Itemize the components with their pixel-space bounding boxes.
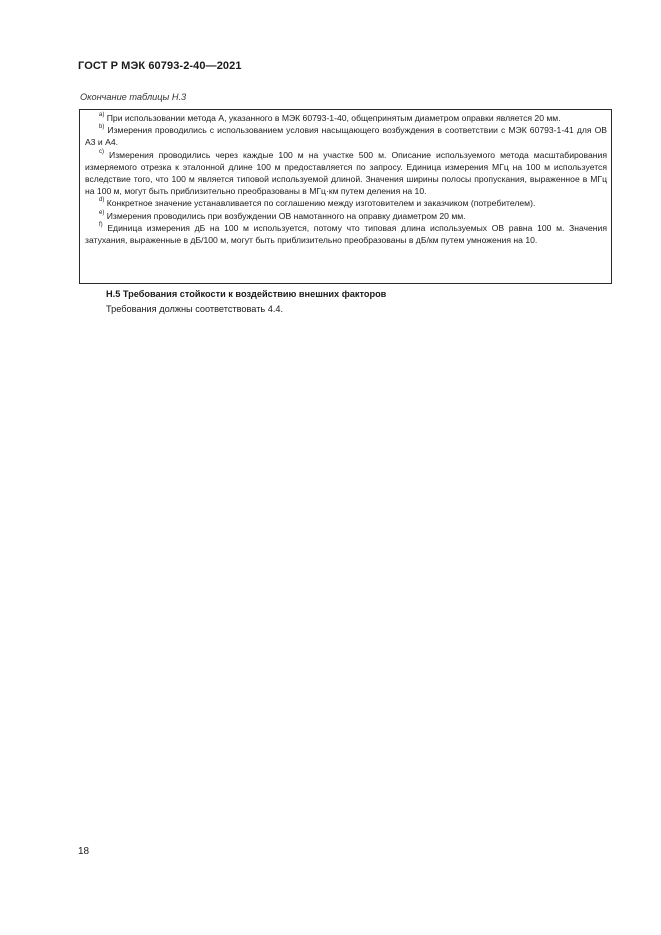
footnote-text: Измерения проводились при возбуждении ОВ намотанного на оправку диаметром 20 мм. <box>106 210 466 221</box>
footnote-d <box>85 197 607 209</box>
footnote-a <box>85 112 607 124</box>
footnote-text: Измерения проводились через каждые 100 м на участке 500 м. Описание используемого метода масштабирования измеряемого отрезка к эталонной длине 100 м предоставляется по запросу. Единица измерения МГц на 100 м используется вследствие того, что 100 м является типовой используемой длиной. Значения ширины полосы пропускания, выраженное в МГц на 100 м, могут быть приблизительно преобразованы в МГц·км путем деления на 10. <box>85 149 608 197</box>
section-text: Требования должны соответствовать 4.4. <box>106 304 284 314</box>
document-header: ГОСТ Р МЭК 60793-2-40—2021 <box>78 60 242 72</box>
footnote-c <box>85 149 607 198</box>
footnote-mark: a) <box>99 112 105 118</box>
footnote-text: Измерения проводились с использованием условия насыщающего возбуждения в соответствии с МЭК 60793-1-41 для ОВ А3 и А4. <box>85 125 607 148</box>
footnote-e <box>85 210 607 222</box>
footnote-f <box>85 222 607 246</box>
footnote-mark: b) <box>99 124 105 131</box>
footnote-mark: e) <box>99 209 105 216</box>
table-footnotes-box <box>79 109 612 284</box>
footnote-mark: f) <box>99 221 103 228</box>
footnote-b <box>85 124 607 148</box>
section-title: Н.5 Требования стойкости к воздействию внешних факторов <box>106 289 387 299</box>
page-number: 18 <box>78 846 90 857</box>
footnote-text: Конкретное значение устанавливается по соглашению между изготовителем и заказчиком (потребителем). <box>106 198 536 209</box>
footnote-text: При использовании метода А, указанного в МЭК 60793-1-40, общепринятым диаметром оправки является 20 мм. <box>106 113 561 123</box>
footnote-mark: d) <box>99 197 105 204</box>
table-caption: Окончание таблицы Н.3 <box>80 92 187 102</box>
footnote-text: Единица измерения дБ на 100 м используется, потому что типовая длина используемых ОВ равна 100 м. Значения затухания, выраженные в дБ/100 м, могут быть приблизительно преобразованы в дБ/км путем умножения на 10. <box>85 222 607 246</box>
footnote-mark: c) <box>99 148 104 155</box>
